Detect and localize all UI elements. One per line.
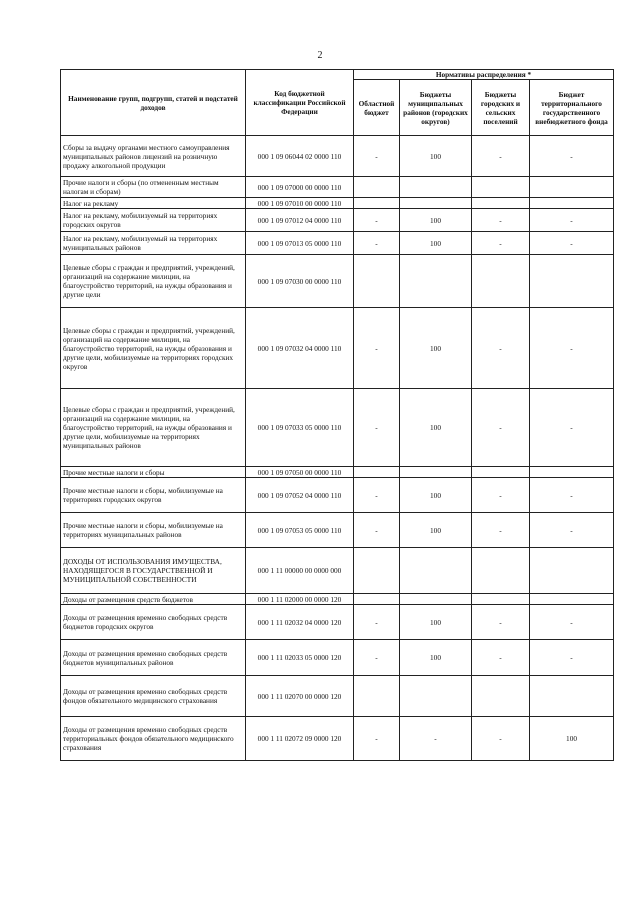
row-name: Прочие местные налоги и сборы xyxy=(61,467,246,478)
row-fund xyxy=(530,548,614,594)
row-settlements: - xyxy=(472,389,530,467)
row-regional: - xyxy=(354,209,400,232)
table-row xyxy=(61,605,614,640)
row-fund: - xyxy=(530,605,614,640)
row-municipal xyxy=(400,177,472,198)
table-row xyxy=(61,717,614,761)
row-code: 000 1 11 02000 00 0000 120 xyxy=(246,594,354,605)
row-fund xyxy=(530,467,614,478)
row-settlements xyxy=(472,255,530,308)
row-name: Прочие местные налоги и сборы, мобилизуемые на территориях муниципальных районов xyxy=(61,513,246,548)
row-code: 000 1 09 07030 00 0000 110 xyxy=(246,255,354,308)
row-settlements: - xyxy=(472,478,530,513)
row-settlements: - xyxy=(472,640,530,676)
row-name: Прочие налоги и сборы (по отмененным местным налогам и сборам) xyxy=(61,177,246,198)
row-municipal: 100 xyxy=(400,308,472,389)
row-fund: - xyxy=(530,478,614,513)
row-name: ДОХОДЫ ОТ ИСПОЛЬЗОВАНИЯ ИМУЩЕСТВА, НАХОДЯЩЕГОСЯ В ГОСУДАРСТВЕННОЙ И МУНИЦИПАЛЬНОЙ СОБСТВЕННОСТИ xyxy=(61,548,246,594)
row-name: Доходы от размещения временно свободных средств территориальных фондов обязательного медицинского страхования xyxy=(61,717,246,761)
row-code: 000 1 09 07013 05 0000 110 xyxy=(246,232,354,255)
row-regional: - xyxy=(354,308,400,389)
row-settlements: - xyxy=(472,209,530,232)
row-fund xyxy=(530,198,614,209)
revenue-distribution-table xyxy=(60,69,614,761)
row-name: Доходы от размещения временно свободных средств фондов обязательного медицинского страхования xyxy=(61,676,246,717)
header-code: Код бюджетной классификации Российской Федерации xyxy=(246,70,354,136)
row-fund xyxy=(530,177,614,198)
row-regional xyxy=(354,177,400,198)
row-fund: - xyxy=(530,232,614,255)
table-row xyxy=(61,209,614,232)
row-municipal: 100 xyxy=(400,640,472,676)
row-municipal xyxy=(400,198,472,209)
row-regional: - xyxy=(354,232,400,255)
header-municipal: Бюджеты муниципальных районов (городских округов) xyxy=(400,80,472,136)
row-name: Целевые сборы с граждан и предприятий, учреждений, организаций на содержание милиции, на благоустройство территорий, на нужды образования и другие цели, мобилизуемые на территориях городских округов xyxy=(61,308,246,389)
header-group-title: Нормативы распределения * xyxy=(354,70,614,80)
row-fund xyxy=(530,255,614,308)
row-municipal: - xyxy=(400,717,472,761)
table-row xyxy=(61,640,614,676)
row-name: Целевые сборы с граждан и предприятий, учреждений, организаций на содержание милиции, на благоустройство территорий, на нужды образования и другие цели, мобилизуемые на территориях муниципальных районов xyxy=(61,389,246,467)
row-municipal xyxy=(400,255,472,308)
row-code: 000 1 11 02033 05 0000 120 xyxy=(246,640,354,676)
table-row xyxy=(61,389,614,467)
row-municipal: 100 xyxy=(400,136,472,177)
row-settlements: - xyxy=(472,605,530,640)
row-name: Доходы от размещения временно свободных средств бюджетов городских округов xyxy=(61,605,246,640)
row-settlements: - xyxy=(472,513,530,548)
row-code: 000 1 11 02032 04 0000 120 xyxy=(246,605,354,640)
table-row xyxy=(61,136,614,177)
row-regional: - xyxy=(354,717,400,761)
row-name: Доходы от размещения временно свободных средств бюджетов муниципальных районов xyxy=(61,640,246,676)
table-row xyxy=(61,676,614,717)
row-code: 000 1 09 07052 04 0000 110 xyxy=(246,478,354,513)
row-name: Прочие местные налоги и сборы, мобилизуемые на территориях городских округов xyxy=(61,478,246,513)
row-name: Налог на рекламу, мобилизуемый на территориях городских округов xyxy=(61,209,246,232)
row-code: 000 1 09 07012 04 0000 110 xyxy=(246,209,354,232)
row-regional: - xyxy=(354,478,400,513)
row-settlements: - xyxy=(472,308,530,389)
row-regional xyxy=(354,255,400,308)
header-name: Наименование групп, подгрупп, статей и подстатей доходов xyxy=(61,70,246,136)
table-row xyxy=(61,594,614,605)
row-regional: - xyxy=(354,640,400,676)
row-regional xyxy=(354,548,400,594)
row-settlements: - xyxy=(472,717,530,761)
table-row xyxy=(61,308,614,389)
row-settlements: - xyxy=(472,136,530,177)
row-municipal: 100 xyxy=(400,389,472,467)
row-regional: - xyxy=(354,605,400,640)
row-settlements xyxy=(472,676,530,717)
table-row xyxy=(61,467,614,478)
row-name: Налог на рекламу, мобилизуемый на территориях муниципальных районов xyxy=(61,232,246,255)
table-row xyxy=(61,232,614,255)
table-row xyxy=(61,198,614,209)
table-row xyxy=(61,548,614,594)
row-municipal: 100 xyxy=(400,605,472,640)
row-fund: - xyxy=(530,640,614,676)
row-settlements xyxy=(472,467,530,478)
row-municipal xyxy=(400,594,472,605)
row-municipal xyxy=(400,548,472,594)
row-fund: - xyxy=(530,209,614,232)
row-settlements xyxy=(472,548,530,594)
row-name: Доходы от размещения средств бюджетов xyxy=(61,594,246,605)
row-name: Налог на рекламу xyxy=(61,198,246,209)
row-code: 000 1 09 07000 00 0000 110 xyxy=(246,177,354,198)
row-code: 000 1 09 07050 00 0000 110 xyxy=(246,467,354,478)
row-regional: - xyxy=(354,513,400,548)
row-regional xyxy=(354,467,400,478)
table-row xyxy=(61,513,614,548)
row-code: 000 1 09 06044 02 0000 110 xyxy=(246,136,354,177)
row-municipal: 100 xyxy=(400,232,472,255)
row-settlements xyxy=(472,177,530,198)
row-fund: - xyxy=(530,389,614,467)
header-fund: Бюджет территориального государственного внебюджетного фонда xyxy=(530,80,614,136)
row-municipal: 100 xyxy=(400,513,472,548)
row-municipal xyxy=(400,676,472,717)
row-regional xyxy=(354,594,400,605)
row-municipal: 100 xyxy=(400,478,472,513)
row-municipal xyxy=(400,467,472,478)
row-code: 000 1 09 07010 00 0000 110 xyxy=(246,198,354,209)
row-regional xyxy=(354,198,400,209)
table-row xyxy=(61,177,614,198)
row-settlements: - xyxy=(472,232,530,255)
row-code: 000 1 11 00000 00 0000 000 xyxy=(246,548,354,594)
table-row xyxy=(61,255,614,308)
row-code: 000 1 09 07033 05 0000 110 xyxy=(246,389,354,467)
row-regional xyxy=(354,676,400,717)
row-code: 000 1 11 02070 00 0000 120 xyxy=(246,676,354,717)
table-row xyxy=(61,478,614,513)
row-name: Целевые сборы с граждан и предприятий, учреждений, организаций на содержание милиции, на благоустройство территорий, на нужды образования и другие цели xyxy=(61,255,246,308)
row-fund xyxy=(530,676,614,717)
row-fund: - xyxy=(530,136,614,177)
row-regional: - xyxy=(354,389,400,467)
row-code: 000 1 09 07053 05 0000 110 xyxy=(246,513,354,548)
row-fund: 100 xyxy=(530,717,614,761)
row-code: 000 1 09 07032 04 0000 110 xyxy=(246,308,354,389)
header-regional: Областной бюджет xyxy=(354,80,400,136)
row-regional: - xyxy=(354,136,400,177)
row-fund: - xyxy=(530,308,614,389)
row-settlements xyxy=(472,594,530,605)
row-fund: - xyxy=(530,513,614,548)
page-number: 2 xyxy=(317,50,323,61)
row-code: 000 1 11 02072 09 0000 120 xyxy=(246,717,354,761)
row-name: Сборы за выдачу органами местного самоуправления муниципальных районов лицензий на розничную продажу алкогольной продукции xyxy=(61,136,246,177)
header-settlements: Бюджеты городских и сельских поселений xyxy=(472,80,530,136)
row-fund xyxy=(530,594,614,605)
row-municipal: 100 xyxy=(400,209,472,232)
row-settlements xyxy=(472,198,530,209)
